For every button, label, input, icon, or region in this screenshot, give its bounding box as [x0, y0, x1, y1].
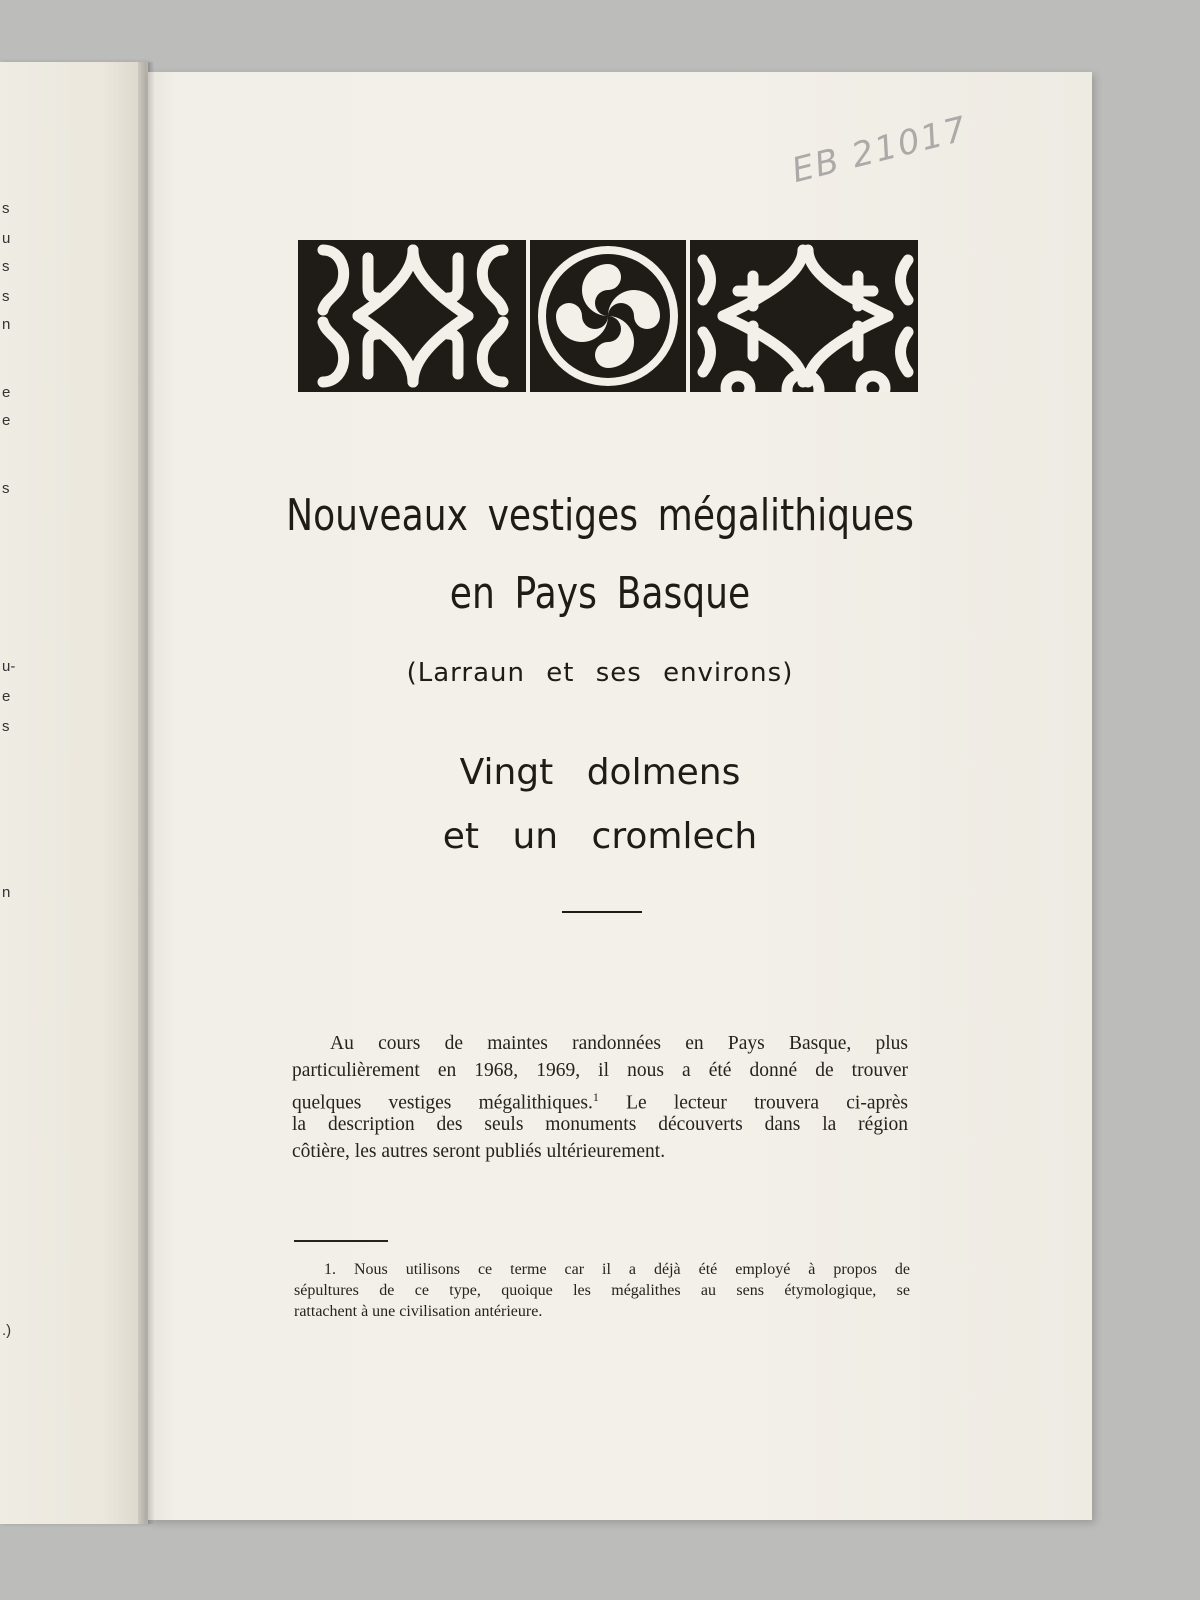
left-page-fragment: s — [2, 200, 10, 217]
left-page-fragment: .) — [2, 1322, 12, 1339]
body-line-with-footnote — [292, 1084, 908, 1114]
footnote — [294, 1259, 910, 1322]
body-line-part: Le lecteur trouvera ci-après — [626, 1092, 908, 1114]
pencil-annotation: EB 21017 — [787, 108, 972, 192]
section-divider — [562, 911, 642, 913]
left-page-fragment: n — [2, 316, 11, 333]
footnote-reference: 1 — [592, 1090, 599, 1104]
body-line: la description des seuls monuments découverts dans la région — [292, 1114, 908, 1135]
page-title-line-2: en Pays Basque — [449, 568, 751, 619]
footnote-divider — [294, 1240, 388, 1242]
heading-line-2: et un cromlech — [442, 816, 758, 857]
left-page-fragment: s — [2, 480, 10, 497]
body-line-part: quelques vestiges mégalithiques. — [292, 1092, 593, 1114]
footnote-line: rattachent à une civilisation antérieure. — [294, 1303, 543, 1320]
left-page-fragment: e — [2, 688, 11, 705]
basque-lauburu-frieze-icon — [298, 240, 918, 392]
book-spine — [138, 62, 154, 1524]
left-page-fragment: u — [2, 230, 11, 247]
footnote-line: sépultures de ce type, quoique les mégalithes au sens étymologique, se — [294, 1282, 910, 1299]
left-page-fragment: n — [2, 884, 11, 901]
left-page-fragment: s — [2, 258, 10, 275]
body-line: particulièrement en 1968, 1969, il nous a été donné de trouver — [292, 1060, 908, 1081]
left-page-fragment: u- — [2, 658, 16, 675]
left-page-fragment: s — [2, 288, 10, 305]
body-line: Au cours de maintes randonnées en Pays Basque, plus — [330, 1033, 908, 1054]
footnote-line: 1. Nous utilisons ce terme car il a déjà été employé à propos de — [324, 1261, 910, 1278]
left-page-fragment: e — [2, 384, 11, 401]
body-line: côtière, les autres seront publiés ultérieurement. — [292, 1141, 666, 1162]
subtitle: (Larraun et ses environs) — [406, 658, 794, 688]
left-page-fragment: e — [2, 412, 11, 429]
left-page-fragment: s — [2, 718, 10, 735]
body-paragraph — [292, 1030, 908, 1165]
left-page — [0, 62, 148, 1524]
heading-line-1: Vingt dolmens — [459, 752, 741, 793]
page-title-line-1: Nouveaux vestiges mégalithiques — [286, 490, 914, 541]
